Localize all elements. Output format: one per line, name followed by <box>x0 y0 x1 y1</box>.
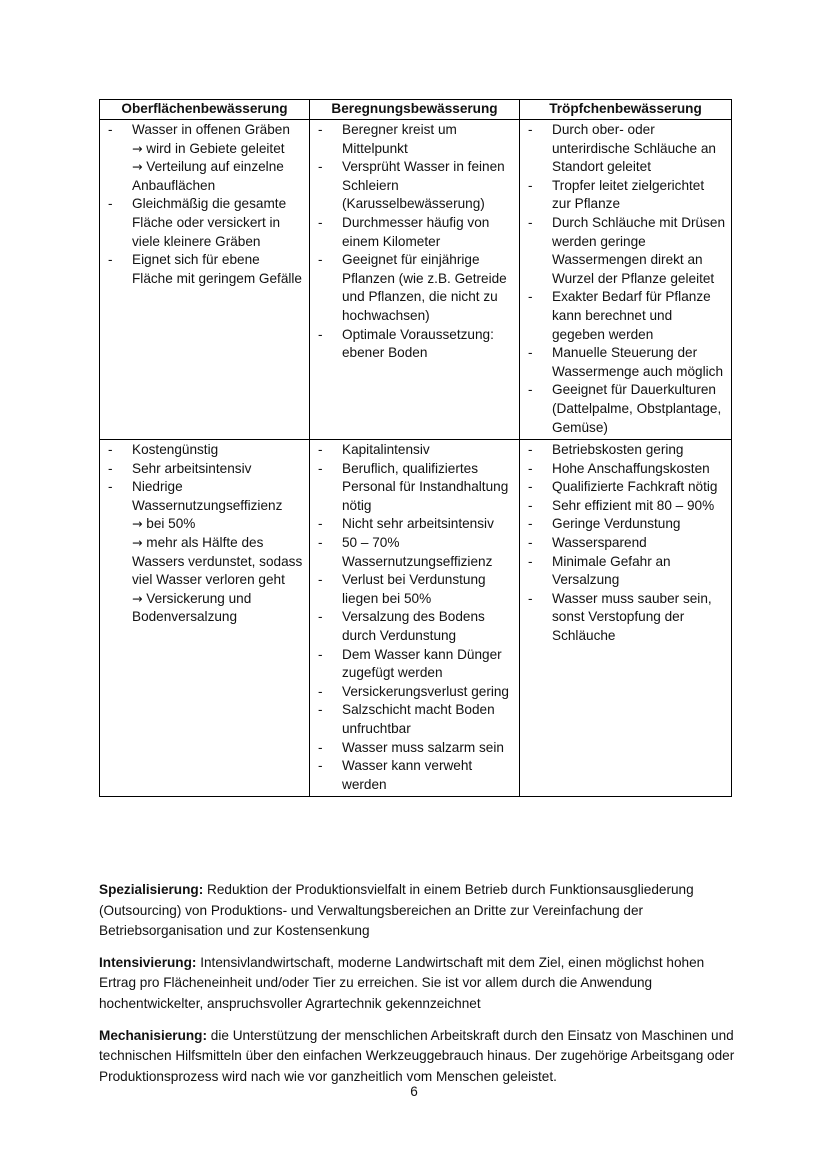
list-item-text: Nicht sehr arbeitsintensiv <box>342 516 494 532</box>
list-item <box>524 534 725 553</box>
list-item-text: Betriebskosten gering <box>552 442 684 458</box>
list-item-text: Wasser muss salzarm sein <box>342 739 504 755</box>
list-item <box>104 251 303 288</box>
table-header-row <box>100 100 732 120</box>
list-item-text: Versalzung des Bodens durch Verdunstung <box>342 609 485 644</box>
list-item <box>314 326 513 363</box>
sub-item-text: Versickerung und Bodenversalzung <box>132 590 252 625</box>
sub-item <box>132 140 303 159</box>
definition-intensivierung <box>99 953 739 1015</box>
list-item <box>314 739 513 758</box>
list-item <box>314 460 513 516</box>
list-item <box>314 214 513 251</box>
list-item <box>524 121 725 177</box>
list-item-text: Gleichmäßig die gesamte Fläche oder versickert in viele kleinere Gräben <box>132 196 287 249</box>
list-item-text: Sehr effizient mit 80 – 90% <box>552 497 715 513</box>
list-item-text: Kapitalintensiv <box>342 442 430 458</box>
definition-term: Spezialisierung: <box>99 882 204 897</box>
list-item <box>524 344 725 381</box>
cell-sprinkler-characteristics <box>310 120 520 440</box>
definition-text: Reduktion der Produktionsvielfalt in einem Betrieb durch Funktionsausgliederung (Outsourcing) von Produktions- und Verwaltungsbereichen an Dritte zur Vereinfachung der Betriebsorganisation und zur Kostensenkung <box>99 882 694 939</box>
arrow-right-icon: → <box>132 535 143 551</box>
sub-item <box>132 158 303 195</box>
list-item-text: Versickerungsverlust gering <box>342 683 509 699</box>
list-item-text: Versprüht Wasser in feinen Schleiern (Karusselbewässerung) <box>342 159 505 212</box>
list-item <box>104 121 303 195</box>
list-item <box>524 288 725 344</box>
arrow-right-icon: → <box>132 516 143 532</box>
arrow-right-icon: → <box>132 140 143 156</box>
cell-surface-evaluation <box>100 440 310 797</box>
list-item-text: Hohe Anschaffungskosten <box>552 460 710 476</box>
list-item-text: 50 – 70% Wassernutzungseffizienz <box>342 535 493 569</box>
definition-text: die Unterstützung der menschlichen Arbeitskraft durch den Einsatz von Maschinen und technischen Hilfsmitteln über den einfachen Werkzeuggebrauch hinaus. Der zugehörige Arbeitsgang oder Produktionsprozess wird nach wie vor ganzheitlich vom Menschen geleistet. <box>99 1027 735 1084</box>
list-item-text: Wasser kann verweht werden <box>342 758 473 792</box>
list-item <box>104 441 303 460</box>
definition-text: Intensivlandwirtschaft, moderne Landwirtschaft mit dem Ziel, einen möglichst hohen Ertrag pro Flächeneinheit und/oder Tier zu erreichen. Sie ist vor allem durch die Anwendung hochentwickelter, anspruchsvoller Agrartechnik gekennzeichnet <box>99 954 705 1011</box>
list-item <box>524 497 725 516</box>
list-item <box>524 460 725 479</box>
list-item-text: Beregner kreist um Mittelpunkt <box>342 122 457 156</box>
sub-item-text: mehr als Hälfte des Wassers verdunstet, sodass viel Wasser verloren geht <box>132 535 303 588</box>
list-item <box>314 441 513 460</box>
list-item-text: Geeignet für einjährige Pflanzen (wie z.B. Getreide und Pflanzen, die nicht zu hochwachsen) <box>342 252 507 323</box>
definition-spezialisierung <box>99 880 739 942</box>
cell-surface-characteristics <box>100 120 310 440</box>
list-item <box>314 646 513 683</box>
list-item <box>524 515 725 534</box>
list-item <box>314 251 513 325</box>
list-item-text: Minimale Gefahr an Versalzung <box>552 553 671 588</box>
table-row-evaluation <box>100 440 732 797</box>
list-item-text: Optimale Voraussetzung: ebener Boden <box>342 326 494 361</box>
list-item-text: Exakter Bedarf für Pflanze kann berechnet und gegeben werden <box>552 289 711 342</box>
list-item <box>314 121 513 158</box>
header-sprinkler-irrigation: Beregnungsbewässerung <box>310 100 520 120</box>
sub-item <box>132 515 303 534</box>
list-item-text: Qualifizierte Fachkraft nötig <box>552 479 718 495</box>
definition-mechanisierung <box>99 1026 739 1088</box>
list-item <box>524 590 725 646</box>
list-item-text: Durch Schläuche mit Drüsen werden geringe Wassermengen direkt an Wurzel der Pflanze geleitet <box>552 214 726 286</box>
header-drip-irrigation: Tröpfchenbewässerung <box>520 100 732 120</box>
definition-term: Intensivierung: <box>99 954 197 970</box>
list-item-text: Kostengünstig <box>132 442 219 458</box>
list-item <box>314 158 513 214</box>
list-item-text: Wasser muss sauber sein, sonst Verstopfung der Schläuche <box>552 590 712 644</box>
list-item <box>314 534 513 571</box>
list-item <box>314 608 513 645</box>
irrigation-comparison-table <box>99 99 732 797</box>
definition-term: Mechanisierung: <box>99 1027 208 1043</box>
page-number: 6 <box>410 1084 418 1099</box>
list-item <box>314 571 513 608</box>
list-item <box>524 214 725 288</box>
arrow-right-icon: → <box>132 590 143 606</box>
sub-item-text: wird in Gebiete geleitet <box>146 140 285 156</box>
list-item <box>524 441 725 460</box>
list-item-text: Salzschicht macht Boden unfruchtbar <box>342 702 495 736</box>
list-item-text: Niedrige Wassernutzungseffizienz <box>132 479 283 513</box>
list-item-text: Manuelle Steuerung der Wassermenge auch möglich <box>552 345 724 379</box>
sub-item-text: Verteilung auf einzelne Anbauflächen <box>132 159 284 193</box>
list-item-text: Wasser in offenen Gräben <box>132 122 290 137</box>
cell-drip-characteristics <box>520 120 732 440</box>
list-item-text: Durchmesser häufig von einem Kilometer <box>342 214 490 249</box>
list-item-text: Geringe Verdunstung <box>552 516 681 532</box>
list-item <box>314 757 513 794</box>
list-item <box>524 381 725 437</box>
list-item-text: Geeignet für Dauerkulturen (Dattelpalme, Obstplantage, Gemüse) <box>552 382 722 435</box>
arrow-right-icon: → <box>132 159 143 175</box>
cell-sprinkler-evaluation <box>310 440 520 797</box>
sub-item <box>132 590 303 627</box>
definitions-section <box>99 880 739 1098</box>
list-item-text: Wassersparend <box>552 535 647 551</box>
list-item-text: Beruflich, qualifiziertes Personal für Instandhaltung nötig <box>342 460 509 513</box>
list-item <box>104 478 303 627</box>
list-item-text: Verlust bei Verdunstung liegen bei 50% <box>342 572 486 606</box>
list-item <box>104 460 303 479</box>
table-row-characteristics <box>100 120 732 440</box>
list-item-text: Sehr arbeitsintensiv <box>132 460 252 476</box>
list-item-text: Durch ober- oder unterirdische Schläuche an Standort geleitet <box>552 122 716 175</box>
list-item <box>314 683 513 702</box>
list-item <box>524 177 725 214</box>
sub-item <box>132 534 303 590</box>
list-item <box>314 515 513 534</box>
header-surface-irrigation: Oberflächenbewässerung <box>100 100 310 120</box>
list-item-text: Eignet sich für ebene Fläche mit geringem Gefälle <box>132 252 302 286</box>
list-item <box>524 553 725 590</box>
list-item <box>104 195 303 251</box>
list-item <box>524 478 725 497</box>
sub-item-text: bei 50% <box>146 516 196 532</box>
list-item-text: Tropfer leitet zielgerichtet zur Pflanze <box>552 177 705 212</box>
cell-drip-evaluation <box>520 440 732 797</box>
list-item-text: Dem Wasser kann Dünger zugefügt werden <box>342 646 502 681</box>
list-item <box>314 701 513 738</box>
